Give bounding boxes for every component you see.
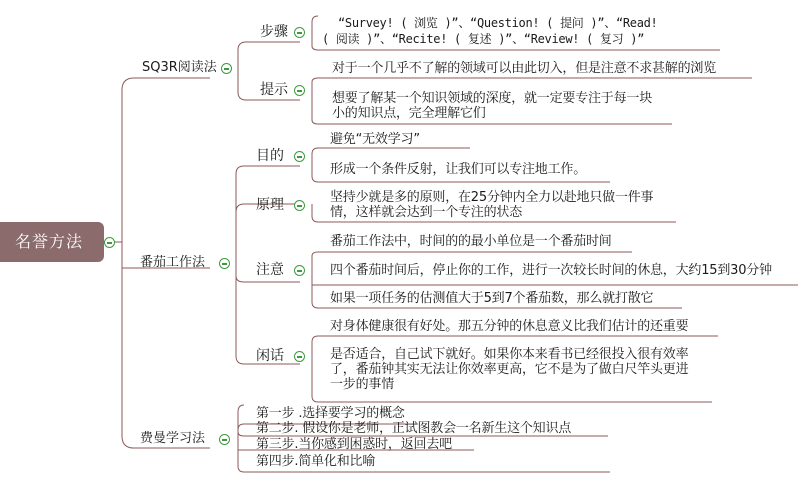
feynman-step-3: 第三步.当你感到困惑时，返回去吧 <box>256 437 452 452</box>
collapse-tips-icon[interactable] <box>294 85 305 96</box>
node-sq3r-steps[interactable]: 步骤 <box>260 24 288 40</box>
node-notes[interactable]: 注意 <box>256 262 284 278</box>
collapse-chat-icon[interactable] <box>294 351 305 362</box>
collapse-root-icon[interactable] <box>104 237 115 248</box>
branch-tomato[interactable]: 番茄工作法 <box>140 255 206 270</box>
feynman-step-2: 第二步. 假设你是老师，正试图教会一名新生这个知识点 <box>256 421 572 436</box>
leaf-steps-1: “Survey! ( 浏览 )”、“Question! ( 提问 )”、“Read! <box>338 16 658 30</box>
leaf-chat-4: 一步的事情 <box>330 377 395 392</box>
leaf-principle-1: 坚持少就是多的原则，在25分钟内全力以赴地只做一件事 <box>330 190 654 205</box>
collapse-principle-icon[interactable] <box>294 200 305 211</box>
branch-feynman[interactable]: 费曼学习法 <box>140 431 206 446</box>
leaf-notes-1: 番茄工作法中，时间的的最小单位是一个番茄时间 <box>330 234 612 249</box>
node-chat[interactable]: 闲话 <box>256 348 284 364</box>
collapse-tomato-icon[interactable] <box>219 258 230 269</box>
collapse-sq3r-icon[interactable] <box>221 63 232 74</box>
leaf-goal-1: 避免“无效学习” <box>330 132 420 147</box>
collapse-notes-icon[interactable] <box>294 265 305 276</box>
leaf-notes-2: 四个番茄时间后，停止你的工作，进行一次较长时间的休息，大约15到30分钟 <box>330 263 772 278</box>
leaf-tips-1: 对于一个几乎不了解的领域可以由此切入，但是注意不求甚解的浏览 <box>332 61 717 76</box>
collapse-steps-icon[interactable] <box>294 27 305 38</box>
feynman-step-1: 第一步 .选择要学习的概念 <box>256 406 405 421</box>
leaf-tips-3: 小的知识点，完全理解它们 <box>332 106 486 121</box>
collapse-goal-icon[interactable] <box>294 151 305 162</box>
leaf-tips-2: 想要了解某一个知识领域的深度，就一定要专注于每一块 <box>332 91 653 106</box>
leaf-chat-1: 对身体健康很有好处。那五分钟的休息意义比我们估计的还重要 <box>330 319 689 334</box>
leaf-chat-3: 了，番茄钟其实无法让你效率更高，它不是为了做白尺竿头更进 <box>330 362 689 377</box>
node-principle[interactable]: 原理 <box>256 197 284 213</box>
feynman-step-4: 第四步.简单化和比喻 <box>256 454 376 469</box>
leaf-chat-2: 是否适合，自己试下就好。如果你本来看书已经很投入很有效率 <box>330 347 689 362</box>
branch-sq3r[interactable]: SQ3R阅读法 <box>142 60 217 75</box>
leaf-steps-2: ( 阅读 )”、“Recite! ( 复述 )”、“Review! ( 复习 )” <box>322 32 645 46</box>
leaf-principle-2: 情，这样就会达到一个专注的状态 <box>330 205 523 220</box>
node-sq3r-tips[interactable]: 提示 <box>260 82 288 98</box>
leaf-notes-3: 如果一项任务的估测值大于5到7个番茄数，那么就打散它 <box>330 291 654 306</box>
node-goal[interactable]: 目的 <box>256 148 284 164</box>
collapse-feynman-icon[interactable] <box>219 434 230 445</box>
root-node[interactable]: 名誉方法 <box>0 222 104 262</box>
leaf-goal-2: 形成一个条件反射，让我们可以专注地工作。 <box>330 162 587 177</box>
